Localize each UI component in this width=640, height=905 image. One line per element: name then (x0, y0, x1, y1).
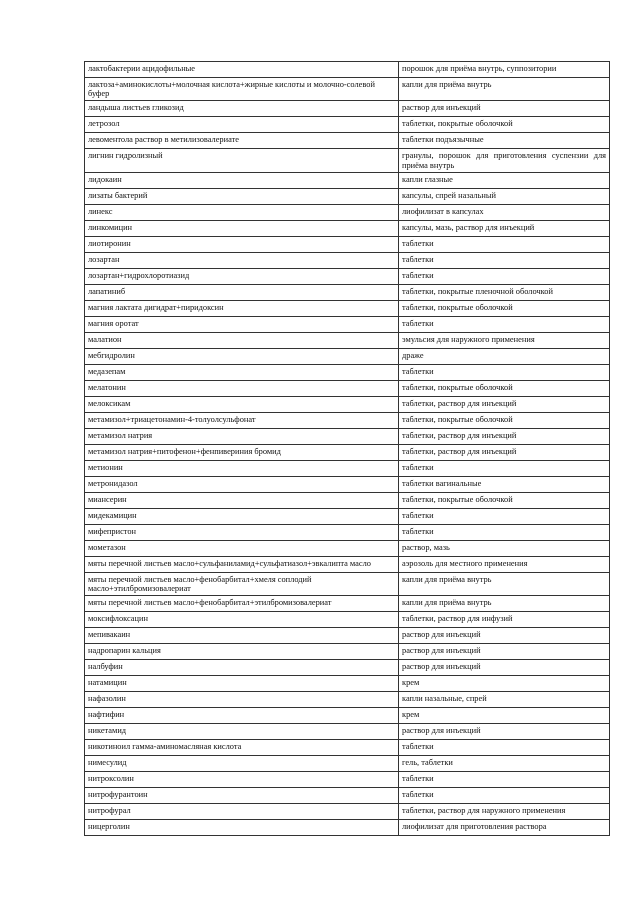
drug-name-cell: метронидазол (85, 476, 399, 492)
drug-name-cell: малатион (85, 332, 399, 348)
table-row (85, 428, 610, 444)
drug-name-cell: лизаты бактерий (85, 188, 399, 204)
drug-name-cell: нимесулид (85, 756, 399, 772)
dosage-form-cell: гранулы, порошок для приготовления суспензии для приёма внутрь (399, 149, 610, 172)
drug-name-cell: мидекамицин (85, 508, 399, 524)
table-row (85, 62, 610, 78)
table-row (85, 556, 610, 572)
drug-table (84, 61, 610, 836)
drug-name-cell: мяты перечной листьев масло+фенобарбитал+этилбромизовалериат (85, 596, 399, 612)
dosage-form-cell: таблетки, покрытые оболочкой (399, 492, 610, 508)
drug-name-cell: мебгидролин (85, 348, 399, 364)
dosage-form-cell: драже (399, 348, 610, 364)
dosage-form-cell: таблетки (399, 268, 610, 284)
table-row (85, 660, 610, 676)
dosage-form-cell: таблетки (399, 252, 610, 268)
drug-name-cell: надропарин кальция (85, 644, 399, 660)
drug-name-cell: мометазон (85, 540, 399, 556)
drug-name-cell: моксифлоксацин (85, 612, 399, 628)
drug-name-cell: лозартан (85, 252, 399, 268)
dosage-form-cell: раствор для инъекций (399, 660, 610, 676)
table-row (85, 236, 610, 252)
dosage-form-cell: капли для приёма внутрь (399, 596, 610, 612)
drug-name-cell: никотиноил гамма-аминомасляная кислота (85, 740, 399, 756)
drug-name-cell: натамицин (85, 676, 399, 692)
dosage-form-cell: раствор для инъекций (399, 101, 610, 117)
dosage-form-cell: таблетки, раствор для инъекций (399, 428, 610, 444)
drug-name-cell: мелатонин (85, 380, 399, 396)
drug-name-cell: магния лактата дигидрат+пиридоксин (85, 300, 399, 316)
table-row (85, 740, 610, 756)
dosage-form-cell: капли для приёма внутрь (399, 572, 610, 595)
drug-name-cell: лапатиниб (85, 284, 399, 300)
drug-name-cell: налбуфин (85, 660, 399, 676)
dosage-form-cell: аэрозоль для местного применения (399, 556, 610, 572)
drug-name-cell: левоментола раствор в метилизовалериате (85, 133, 399, 149)
drug-name-cell: нитрофурантоин (85, 788, 399, 804)
table-row (85, 332, 610, 348)
table-row (85, 492, 610, 508)
drug-name-cell: магния оротат (85, 316, 399, 332)
dosage-form-cell: таблетки (399, 236, 610, 252)
dosage-form-cell: таблетки (399, 740, 610, 756)
table-row (85, 364, 610, 380)
drug-name-cell: метионин (85, 460, 399, 476)
table-row (85, 101, 610, 117)
drug-name-cell: лактоза+аминокислоты+молочная кислота+жирные кислоты и молочно-солевой буфер (85, 78, 399, 101)
table-row (85, 772, 610, 788)
table-row (85, 412, 610, 428)
dosage-form-cell: гель, таблетки (399, 756, 610, 772)
table-row (85, 628, 610, 644)
dosage-form-cell: крем (399, 708, 610, 724)
table-row (85, 804, 610, 820)
table-row (85, 284, 610, 300)
table-row (85, 220, 610, 236)
table-row (85, 149, 610, 172)
table-row (85, 820, 610, 836)
drug-name-cell: лактобактерии ацидофильные (85, 62, 399, 78)
drug-name-cell: метамизол натрия (85, 428, 399, 444)
table-row (85, 268, 610, 284)
dosage-form-cell: таблетки (399, 364, 610, 380)
drug-name-cell: линкомицин (85, 220, 399, 236)
table-row (85, 316, 610, 332)
dosage-form-cell: таблетки, раствор для инъекций (399, 396, 610, 412)
dosage-form-cell: таблетки, покрытые пленочной оболочкой (399, 284, 610, 300)
table-row (85, 788, 610, 804)
table-row (85, 540, 610, 556)
table-row (85, 172, 610, 188)
dosage-form-cell: таблетки (399, 524, 610, 540)
dosage-form-cell: таблетки, покрытые оболочкой (399, 117, 610, 133)
dosage-form-cell: раствор для инъекций (399, 644, 610, 660)
drug-name-cell: мепивакаин (85, 628, 399, 644)
drug-name-cell: метамизол натрия+питофенон+фенпивериния бромид (85, 444, 399, 460)
table-row (85, 117, 610, 133)
dosage-form-cell: крем (399, 676, 610, 692)
dosage-form-cell: лиофилизат для приготовления раствора (399, 820, 610, 836)
drug-name-cell: ницерголин (85, 820, 399, 836)
drug-name-cell: мяты перечной листьев масло+сульфаниламид+сульфатиазол+эвкалипта масло (85, 556, 399, 572)
drug-name-cell: медазепам (85, 364, 399, 380)
table-row (85, 644, 610, 660)
drug-name-cell: нитроксолин (85, 772, 399, 788)
dosage-form-cell: раствор для инъекций (399, 628, 610, 644)
drug-name-cell: нафазолин (85, 692, 399, 708)
dosage-form-cell: капли для приёма внутрь (399, 78, 610, 101)
drug-name-cell: никетамид (85, 724, 399, 740)
table-row (85, 508, 610, 524)
drug-name-cell: мяты перечной листьев масло+фенобарбитал+хмеля соплодий масло+этилбромизовалериат (85, 572, 399, 595)
dosage-form-cell: лиофилизат в капсулах (399, 204, 610, 220)
drug-name-cell: нитрофурал (85, 804, 399, 820)
table-row (85, 724, 610, 740)
dosage-form-cell: таблетки (399, 788, 610, 804)
drug-name-cell: лозартан+гидрохлоротиазид (85, 268, 399, 284)
table-row (85, 204, 610, 220)
table-row (85, 460, 610, 476)
drug-name-cell: лиотиронин (85, 236, 399, 252)
dosage-form-cell: таблетки вагинальные (399, 476, 610, 492)
dosage-form-cell: таблетки (399, 316, 610, 332)
drug-name-cell: нафтифин (85, 708, 399, 724)
table-row (85, 133, 610, 149)
dosage-form-cell: таблетки, покрытые оболочкой (399, 300, 610, 316)
drug-name-cell: линекс (85, 204, 399, 220)
drug-table-body (85, 62, 610, 836)
dosage-form-cell: капли назальные, спрей (399, 692, 610, 708)
table-row (85, 348, 610, 364)
table-row (85, 78, 610, 101)
drug-name-cell: летрозол (85, 117, 399, 133)
dosage-form-cell: таблетки (399, 508, 610, 524)
dosage-form-cell: таблетки (399, 460, 610, 476)
table-row (85, 524, 610, 540)
table-row (85, 596, 610, 612)
table-row (85, 676, 610, 692)
dosage-form-cell: капли глазные (399, 172, 610, 188)
drug-name-cell: метамизол+триацетонамин-4-толуолсульфонат (85, 412, 399, 428)
table-row (85, 188, 610, 204)
dosage-form-cell: раствор, мазь (399, 540, 610, 556)
dosage-form-cell: раствор для инъекций (399, 724, 610, 740)
drug-name-cell: мелоксикам (85, 396, 399, 412)
drug-name-cell: лидокаин (85, 172, 399, 188)
table-row (85, 692, 610, 708)
table-row (85, 476, 610, 492)
dosage-form-cell: таблетки подъязычные (399, 133, 610, 149)
table-row (85, 708, 610, 724)
table-row (85, 756, 610, 772)
drug-name-cell: лигнин гидролизный (85, 149, 399, 172)
table-row (85, 380, 610, 396)
table-row (85, 572, 610, 595)
table-row (85, 612, 610, 628)
dosage-form-cell: таблетки (399, 772, 610, 788)
dosage-form-cell: таблетки, покрытые оболочкой (399, 412, 610, 428)
dosage-form-cell: таблетки, покрытые оболочкой (399, 380, 610, 396)
drug-name-cell: мифепристон (85, 524, 399, 540)
dosage-form-cell: таблетки, раствор для наружного применения (399, 804, 610, 820)
table-row (85, 444, 610, 460)
table-row (85, 396, 610, 412)
dosage-form-cell: эмульсия для наружного применения (399, 332, 610, 348)
dosage-form-cell: порошок для приёма внутрь, суппозитории (399, 62, 610, 78)
dosage-form-cell: капсулы, мазь, раствор для инъекций (399, 220, 610, 236)
drug-name-cell: миансерин (85, 492, 399, 508)
table-row (85, 300, 610, 316)
dosage-form-cell: таблетки, раствор для инъекций (399, 444, 610, 460)
dosage-form-cell: таблетки, раствор для инфузий (399, 612, 610, 628)
table-row (85, 252, 610, 268)
drug-name-cell: ландыша листьев гликозид (85, 101, 399, 117)
dosage-form-cell: капсулы, спрей назальный (399, 188, 610, 204)
